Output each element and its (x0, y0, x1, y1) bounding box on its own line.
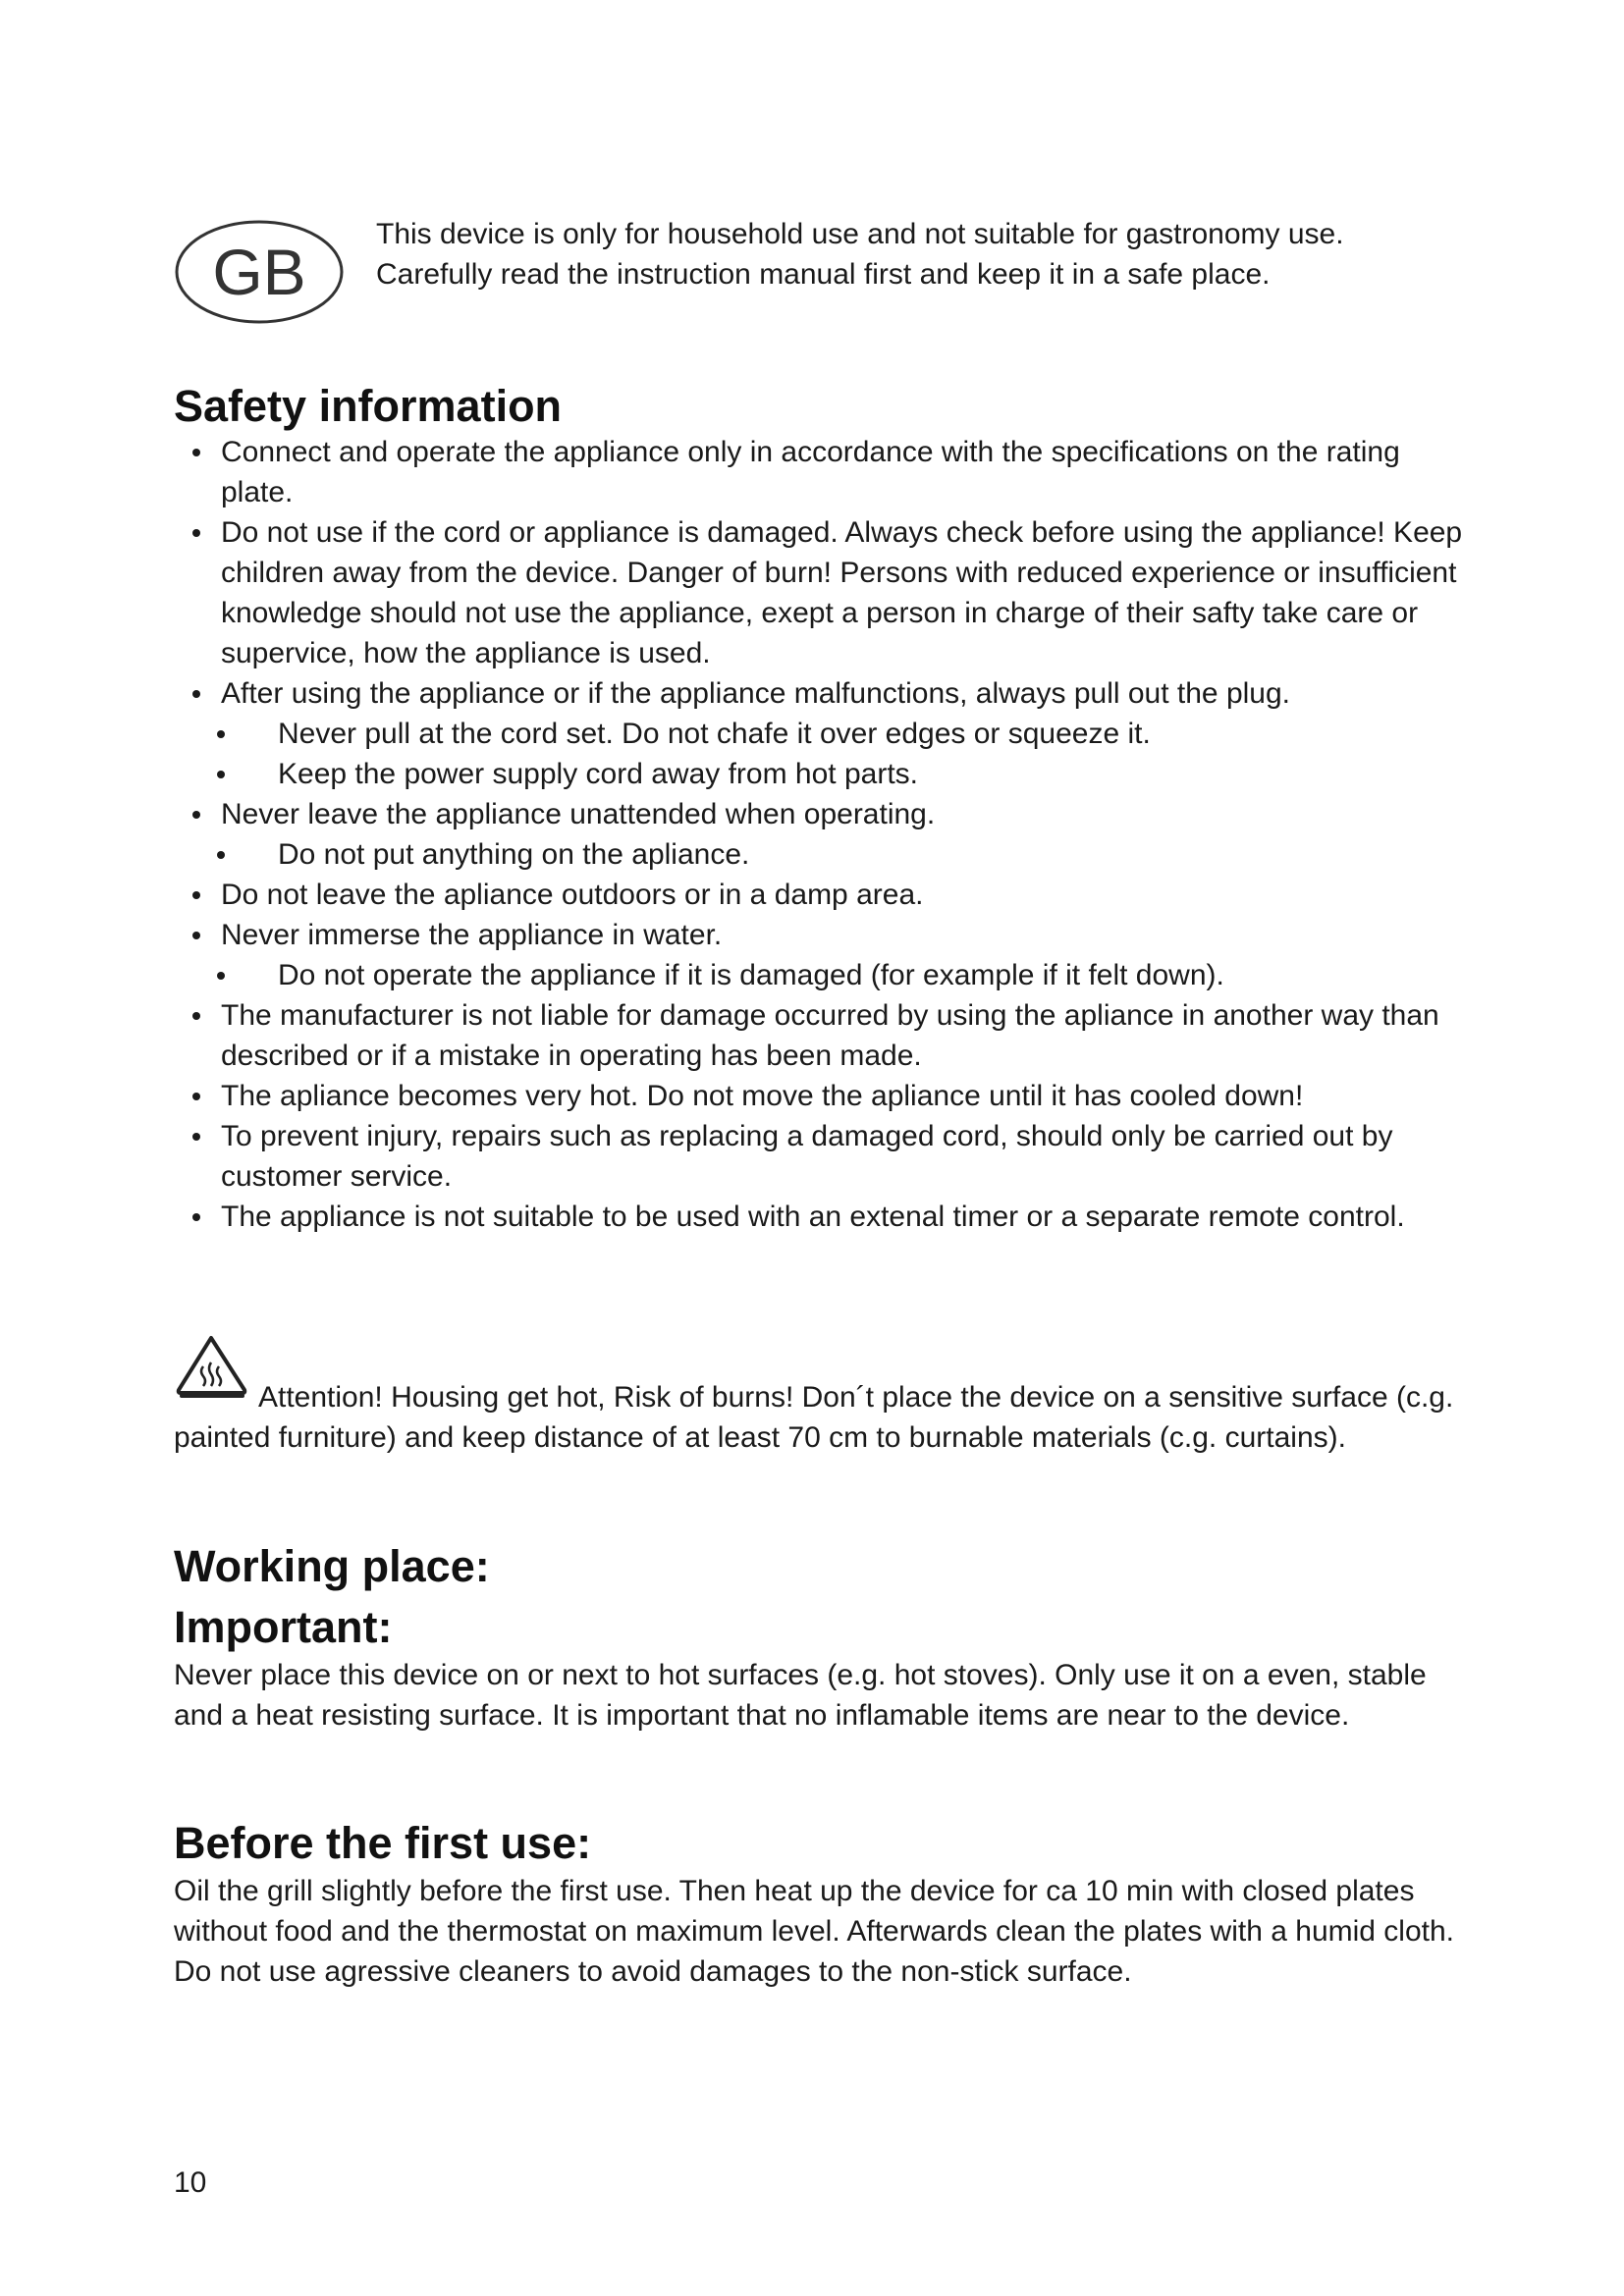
before-first-use-title: Before the first use: (174, 1818, 592, 1868)
working-place-text: Never place this device on or next to hot surfaces (e.g. hot stoves). Only use it on a even, stable and a heat resisting surface. It is important that no inflamable items are near to the device. (174, 1659, 1427, 1732)
safety-item: Never immerse the appliance in water. (174, 915, 1470, 955)
intro-text (376, 214, 1554, 294)
safety-item: Do not use if the cord or appliance is damaged. Always check before using the appliance! Keep children away from the device. Danger of burn! Persons with reduced experience or insufficient knowledge should not use the appliance, exept a person in charge of their safty take care or supervice, how the appliance is used. (174, 512, 1470, 673)
safety-item: Never leave the appliance unattended when operating. (174, 794, 1470, 834)
safety-item: Connect and operate the appliance only in accordance with the specifications on the rating plate. (174, 432, 1470, 512)
working-place-title: Working place: (174, 1541, 490, 1591)
safety-item: The appliance is not suitable to be used with an extenal timer or a separate remote control. (174, 1197, 1470, 1237)
important-title: Important: (174, 1602, 393, 1652)
safety-subitem: Keep the power supply cord away from hot parts. (174, 754, 1470, 794)
safety-item: After using the appliance or if the appliance malfunctions, always pull out the plug. (174, 673, 1470, 714)
page-number: 10 (174, 2166, 207, 2199)
gb-country-badge-icon (174, 218, 345, 326)
gb-badge-text: GB (212, 236, 306, 308)
intro-line-1: This device is only for household use and not suitable for gastronomy use. (376, 218, 1344, 250)
safety-item: Do not leave the apliance outdoors or in a damp area. (174, 875, 1470, 915)
safety-subitem: Do not put anything on the apliance. (174, 834, 1470, 875)
safety-subitem: Never pull at the cord set. Do not chafe it over edges or squeeze it. (174, 714, 1470, 754)
safety-item: To prevent injury, repairs such as replacing a damaged cord, should only be carried out by customer service. (174, 1116, 1470, 1197)
before-first-use-text: Oil the grill slightly before the first use. Then heat up the device for ca 10 min with closed plates without food and the thermostat on maximum level. Afterwards clean the plates with a humid cloth. Do not use agressive cleaners to avoid damages to the non-stick surface. (174, 1875, 1455, 1988)
attention-text: Attention! Housing get hot, Risk of burns! Don´t place the device on a sensitive surface (c.g. painted furniture) and keep distance of at least 70 cm to burnable materials (c.g. curtains). (174, 1381, 1454, 1454)
safety-item: The apliance becomes very hot. Do not move the apliance until it has cooled down! (174, 1076, 1470, 1116)
safety-item: The manufacturer is not liable for damage occurred by using the apliance in another way than described or if a mistake in operating has been made. (174, 995, 1470, 1076)
safety-title: Safety information (174, 381, 563, 431)
safety-list (174, 432, 1470, 1237)
intro-line-2: Carefully read the instruction manual first and keep it in a safe place. (376, 258, 1271, 291)
safety-subitem: Do not operate the appliance if it is damaged (for example if it felt down). (174, 955, 1470, 995)
